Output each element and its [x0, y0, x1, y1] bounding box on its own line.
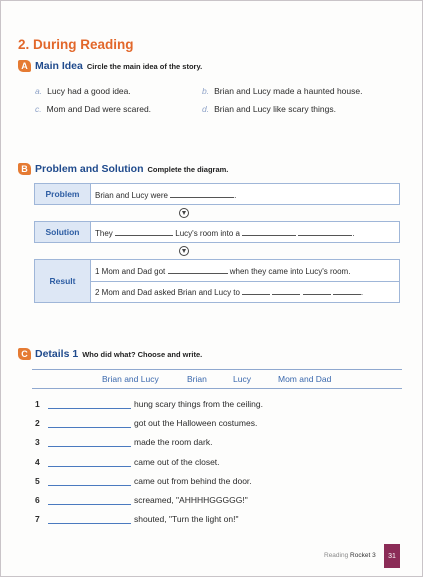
- answer-line[interactable]: [48, 504, 131, 505]
- problem-blank[interactable]: [170, 190, 237, 200]
- item-number: 3: [35, 437, 40, 447]
- footer-book: Reading: [324, 552, 349, 559]
- answer-line[interactable]: [48, 427, 131, 428]
- answer-line[interactable]: [48, 523, 131, 524]
- option-a[interactable]: [35, 86, 131, 96]
- result-row: [34, 259, 400, 303]
- result-blank-3[interactable]: [272, 287, 300, 295]
- option-c[interactable]: [35, 104, 151, 114]
- problem-row: [34, 183, 400, 205]
- footer-book-title: [324, 552, 376, 559]
- item-text: screamed, "AHHHHGGGGG!": [134, 495, 248, 505]
- item-text: came out of the closet.: [134, 457, 220, 467]
- result-divider: [90, 281, 399, 282]
- option-text: Brian and Lucy made a haunted house.: [214, 86, 363, 96]
- section-a-title: [35, 60, 202, 72]
- page-number: 31: [384, 544, 400, 568]
- section-c-title: [35, 348, 202, 360]
- item-text: got out the Halloween costumes.: [134, 418, 258, 428]
- result-blank-1[interactable]: [168, 266, 228, 274]
- item-text: came out from behind the door.: [134, 476, 252, 486]
- result-line-2-start: 2 Mom and Dad asked Brian and Lucy to: [95, 288, 240, 297]
- answer-line[interactable]: [48, 446, 131, 447]
- footer-series: Rocket 3: [350, 552, 376, 559]
- option-text: Mom and Dad were scared.: [46, 104, 152, 114]
- problem-label: Problem: [35, 184, 91, 204]
- page-title: 2. During Reading: [18, 37, 134, 52]
- section-a-instruction: Circle the main idea of the story.: [86, 62, 203, 71]
- item-number: 6: [35, 495, 40, 505]
- option-letter: b.: [202, 86, 210, 96]
- section-c-instruction: Who did what? Choose and write.: [82, 350, 203, 359]
- item-number: 1: [35, 399, 40, 409]
- item-text: made the room dark.: [134, 437, 213, 447]
- solution-blank-noun[interactable]: [242, 228, 296, 236]
- solution-text-end: .: [352, 229, 355, 238]
- problem-text-end: .: [234, 191, 237, 200]
- result-line-2-end: .: [360, 288, 364, 297]
- result-line-1-end: when they came into Lucy's room.: [229, 267, 351, 276]
- section-a-badge: A: [18, 60, 31, 72]
- item-text: hung scary things from the ceiling.: [134, 399, 263, 409]
- result-line-1-start: 1 Mom and Dad got: [95, 267, 166, 276]
- option-letter: a.: [35, 86, 43, 96]
- problem-text-start: Brian and Lucy were: [95, 191, 168, 200]
- answer-line[interactable]: [48, 485, 131, 486]
- item-number: 2: [35, 418, 40, 428]
- down-arrow-icon: [179, 246, 189, 256]
- solution-blank-noun-2[interactable]: [298, 228, 355, 238]
- solution-text-start: They: [95, 229, 113, 238]
- result-line-1: [95, 266, 350, 276]
- option-letter: c.: [35, 104, 42, 114]
- word-bank-item[interactable]: Brian and Lucy: [102, 374, 159, 384]
- answer-line[interactable]: [48, 408, 131, 409]
- section-b-heading: Problem and Solution: [35, 163, 144, 175]
- section-a-heading: Main Idea: [35, 60, 83, 72]
- solution-text-middle: Lucy's room into a: [175, 229, 240, 238]
- solution-text: [95, 228, 355, 238]
- item-text: shouted, "Turn the light on!": [134, 514, 239, 524]
- item-number: 4: [35, 457, 40, 467]
- result-label: Result: [35, 260, 91, 302]
- solution-label: Solution: [35, 222, 91, 242]
- word-bank-item[interactable]: Brian: [187, 374, 207, 384]
- solution-row: [34, 221, 400, 243]
- section-b-badge: B: [18, 163, 31, 175]
- result-blank-2[interactable]: [242, 287, 270, 295]
- section-c-badge: C: [18, 348, 31, 360]
- down-arrow-icon: [179, 208, 189, 218]
- section-c-heading: Details 1: [35, 348, 79, 360]
- word-bank-item[interactable]: Mom and Dad: [278, 374, 332, 384]
- word-bank-item[interactable]: Lucy: [233, 374, 251, 384]
- word-bank: [32, 369, 402, 389]
- option-text: Lucy had a good idea.: [47, 86, 131, 96]
- result-blank-4[interactable]: [303, 287, 331, 295]
- option-text: Brian and Lucy like scary things.: [214, 104, 336, 114]
- solution-blank-verb[interactable]: [115, 228, 173, 236]
- item-number: 7: [35, 514, 40, 524]
- item-number: 5: [35, 476, 40, 486]
- result-line-2: [95, 287, 363, 297]
- result-blank-5[interactable]: [333, 287, 364, 297]
- option-d[interactable]: [202, 104, 336, 114]
- section-b-instruction: Complete the diagram.: [147, 165, 229, 174]
- option-letter: d.: [202, 104, 210, 114]
- answer-line[interactable]: [48, 466, 131, 467]
- option-b[interactable]: [202, 86, 362, 96]
- section-b-title: [35, 163, 228, 175]
- problem-text: [95, 190, 236, 200]
